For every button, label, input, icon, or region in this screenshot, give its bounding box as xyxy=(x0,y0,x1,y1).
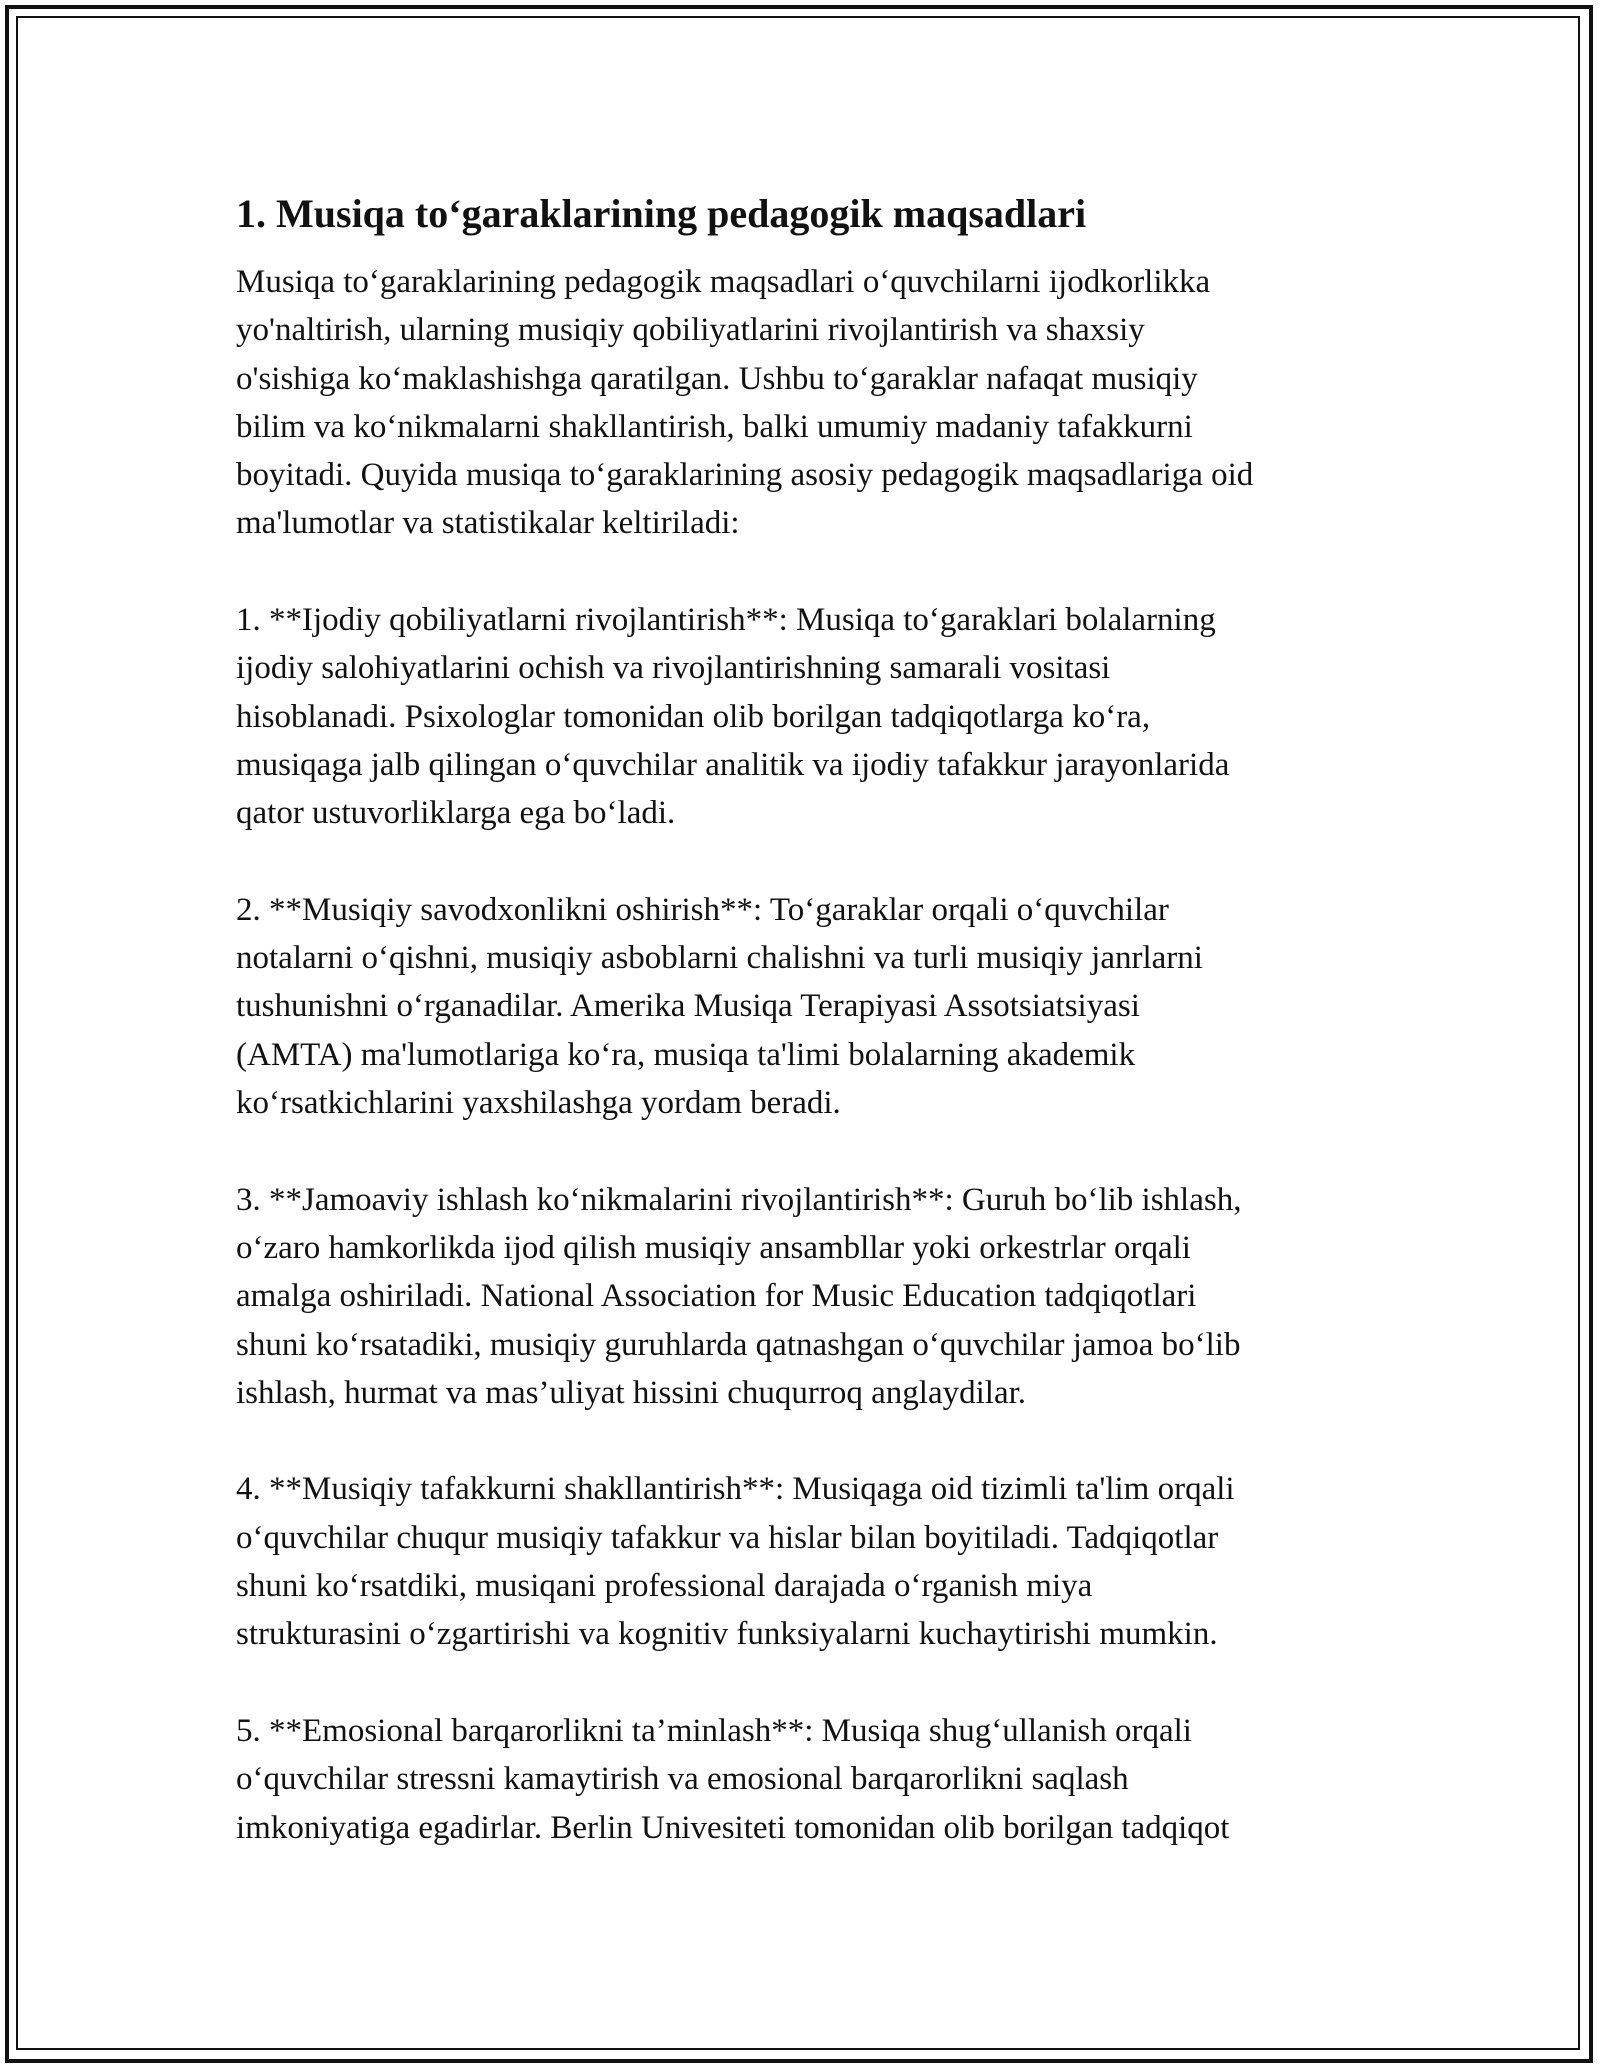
text-line: shuni ko‘rsatadiki, musiqiy guruhlarda qatnashgan o‘quvchilar jamoa bo‘lib xyxy=(236,1326,1241,1363)
text-line: qator ustuvorliklarga ega bo‘ladi. xyxy=(236,795,676,832)
list-item-5 xyxy=(236,1707,1386,1852)
text-line: imkoniyatiga egadirlar. Berlin Univesiteti tomonidan olib borilgan tadqiqot xyxy=(236,1809,1230,1846)
section-heading: 1. Musiqa to‘garaklarining pedagogik maqsadlari xyxy=(236,191,1087,236)
text-line: yo'naltirish, ularning musiqiy qobiliyatlarini rivojlantirish va shaxsiy xyxy=(236,312,1145,349)
text-line: shuni ko‘rsatdiki, musiqani professional darajada o‘rganish miya xyxy=(236,1568,1093,1605)
paragraph-gap xyxy=(236,548,1386,596)
list-item-1 xyxy=(236,596,1386,837)
text-line: strukturasini o‘zgartirishi va kognitiv funksiyalarni kuchaytirishi mumkin. xyxy=(236,1616,1218,1653)
document-body xyxy=(236,186,1386,1852)
paragraph-gap xyxy=(236,1127,1386,1175)
text-line: ijodiy salohiyatlarini ochish va rivojlantirishning samarali vositasi xyxy=(236,650,1111,687)
text-line: ishlash, hurmat va mas’uliyat hissini chuqurroq anglaydilar. xyxy=(236,1374,1027,1411)
paragraph-gap xyxy=(236,838,1386,886)
paragraph-gap xyxy=(236,1417,1386,1465)
text-line: (AMTA) ma'lumotlariga ko‘ra, musiqa ta'limi bolalarning akademik xyxy=(236,1036,1136,1073)
text-line: o‘quvchilar stressni kamaytirish va emosional barqarorlikni saqlash xyxy=(236,1761,1129,1798)
text-line: hisoblanadi. Psixologlar tomonidan olib borilgan tadqiqotlarga ko‘ra, xyxy=(236,698,1151,735)
text-line: o‘quvchilar chuqur musiqiy tafakkur va hislar bilan boyitiladi. Tadqiqotlar xyxy=(236,1519,1219,1556)
text-line: 2. **Musiqiy savodxonlikni oshirish**: To‘garaklar orqali o‘quvchilar xyxy=(236,891,1169,928)
text-line: boyitadi. Quyida musiqa to‘garaklarining asosiy pedagogik maqsadlariga oid xyxy=(236,457,1254,494)
text-line: ma'lumotlar va statistikalar keltiriladi: xyxy=(236,505,740,542)
text-line: bilim va ko‘nikmalarni shakllantirish, balki umumiy madaniy tafakkurni xyxy=(236,408,1193,445)
text-line: 4. **Musiqiy tafakkurni shakllantirish**: Musiqaga oid tizimli ta'lim orqali xyxy=(236,1471,1235,1508)
text-line: tushunishni o‘rganadilar. Amerika Musiqa Terapiyasi Assotsiatsiyasi xyxy=(236,988,1140,1025)
text-line: o'sishiga ko‘maklashishga qaratilgan. Ushbu to‘garaklar nafaqat musiqiy xyxy=(236,360,1198,397)
intro-paragraph xyxy=(236,258,1386,548)
text-line: Musiqa to‘garaklarining pedagogik maqsadlari o‘quvchilarni ijodkorlikka xyxy=(236,264,1211,300)
text-line: 3. **Jamoaviy ishlash ko‘nikmalarini rivojlantirish**: Guruh bo‘lib ishlash, xyxy=(236,1181,1242,1218)
text-line: ko‘rsatkichlarini yaxshilashga yordam beradi. xyxy=(236,1085,841,1122)
list-item-2 xyxy=(236,886,1386,1127)
text-line: amalga oshiriladi. National Association for Music Education tadqiqotlari xyxy=(236,1278,1197,1315)
list-item-3 xyxy=(236,1176,1386,1417)
text-line: musiqaga jalb qilingan o‘quvchilar analitik va ijodiy tafakkur jarayonlarida xyxy=(236,746,1230,783)
list-item-4 xyxy=(236,1465,1386,1658)
text-line: o‘zaro hamkorlikda ijod qilish musiqiy ansambllar yoki orkestrlar orqali xyxy=(236,1229,1191,1266)
text-line: notalarni o‘qishni, musiqiy asboblarni chalishni va turli musiqiy janrlarni xyxy=(236,940,1203,977)
text-line: 5. **Emosional barqarorlikni ta’minlash**: Musiqa shug‘ullanish orqali xyxy=(236,1712,1192,1749)
paragraph-gap xyxy=(236,1659,1386,1707)
text-line: 1. **Ijodiy qobiliyatlarni rivojlantirish**: Musiqa to‘garaklari bolalarning xyxy=(236,602,1216,639)
